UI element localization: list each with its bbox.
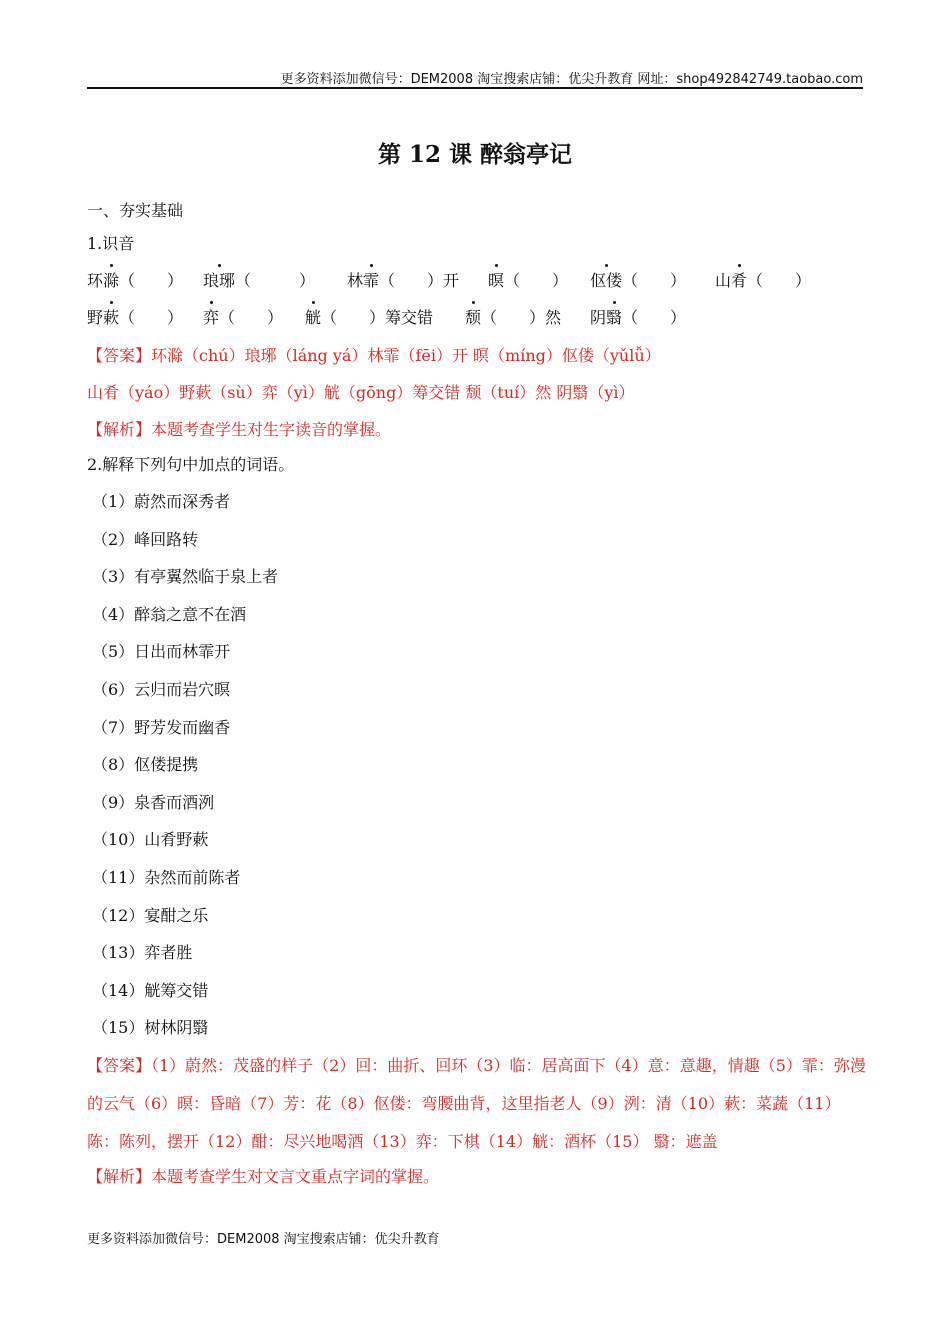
- dotted-char: 琅琊: [203, 268, 235, 291]
- dotted-char: 弈: [203, 305, 219, 328]
- analysis-1: 【解析】本题考查学生对生字读音的掌握。: [87, 420, 392, 439]
- dotted-char: 蔌: [103, 305, 119, 328]
- question-2-item: （1）蔚然而深秀者: [92, 492, 231, 511]
- question-2-item: （3）有亭翼然临于泉上者: [92, 567, 279, 587]
- question-2-item: （6）云归而岩穴暝: [92, 680, 231, 699]
- pinyin-item: 林霏（ ）开: [347, 268, 459, 291]
- page-title: 第 12 课 醉翁亭记: [377, 141, 573, 168]
- dotted-char: 滁: [103, 268, 119, 291]
- question-2-item: （11）杂然而前陈者: [92, 868, 241, 887]
- pinyin-item: 山肴（ ）: [715, 268, 811, 291]
- dotted-char: 觥: [305, 305, 321, 328]
- pinyin-item: 暝（ ）: [488, 268, 568, 291]
- question-1-label: 1.识音: [87, 234, 135, 253]
- question-2-item: （9）泉香而酒洌: [92, 792, 215, 812]
- page-header: 更多资料添加微信号：DEM2008 淘宝搜索店铺：优尖升教育 网址：shop492842749.taobao.com: [280, 72, 863, 87]
- pinyin-item: 环滁（ ）: [87, 268, 183, 291]
- dotted-char: 伛偻: [590, 268, 622, 291]
- answer-1-line-2: 山肴（yáo）野蔌（sù）弈（yì）觥（gōng）筹交错 颓（tuí）然 阴翳（yì）: [87, 383, 635, 402]
- question-2-item: （10）山肴野蔌: [92, 830, 209, 850]
- question-2-item: （15）树林阴翳: [92, 1018, 209, 1038]
- pinyin-item: 野蔌（ ）: [87, 305, 183, 328]
- header-rule: [87, 87, 863, 89]
- dotted-char: 翳: [606, 305, 622, 328]
- dotted-char: 霏: [363, 268, 379, 291]
- section-heading: 一、夯实基础: [87, 201, 184, 220]
- pinyin-item: 伛偻（ ）: [590, 268, 686, 291]
- answer-1-line-1: 【答案】环滁（chú）琅琊（láng yá）林霏（fēi）开 暝（míng）伛偻（yǔlǚ）: [87, 346, 661, 365]
- question-2-item: （14）觥筹交错: [92, 980, 209, 1000]
- analysis-2: 【解析】本题考查学生对文言文重点字词的掌握。: [87, 1167, 440, 1186]
- pinyin-item: 觥（ ）筹交错: [305, 305, 433, 328]
- pinyin-item: 弈（ ）: [203, 305, 283, 328]
- dotted-char: 颓: [465, 305, 481, 328]
- answer-2: 【答案】（1）蔚然：茂盛的样子（2）回：曲折、回环（3）临：居高面下（4）意：意趣，情趣（5）霏：弥漫的云气（6）暝：昏暗（7）芳：花（8）伛偻：弯腰曲背，这里指老人（9）洌：清（10）蔌：菜蔬（11） 陈：陈列，摆开（12）酣：尽兴地喝酒（13）弈：下棋（14）觥：酒杯（15） 翳：遮盖: [87, 1056, 866, 1151]
- question-2-label: 2.解释下列句中加点的词语。: [87, 455, 295, 474]
- page-footer: 更多资料添加微信号：DEM2008 淘宝搜索店铺：优尖升教育: [87, 1232, 440, 1247]
- question-2-item: （2）峰回路转: [92, 529, 199, 549]
- pinyin-item: 阴翳（ ）: [590, 305, 686, 328]
- question-2-item: （5）日出而林霏开: [92, 642, 231, 662]
- pinyin-item: 颓（ ）然: [465, 305, 561, 328]
- dotted-char: 暝: [488, 268, 504, 291]
- question-2-item: （8）伛偻提携: [92, 755, 199, 775]
- question-2-item: （7）野芳发而幽香: [92, 717, 231, 737]
- question-2-item: （4）醉翁之意不在酒: [92, 604, 247, 624]
- dotted-char: 肴: [731, 268, 747, 291]
- question-2-item: （13）弈者胜: [92, 943, 193, 963]
- pinyin-item: 琅琊（ ）: [203, 268, 315, 291]
- question-2-item: （12）宴酣之乐: [92, 905, 209, 925]
